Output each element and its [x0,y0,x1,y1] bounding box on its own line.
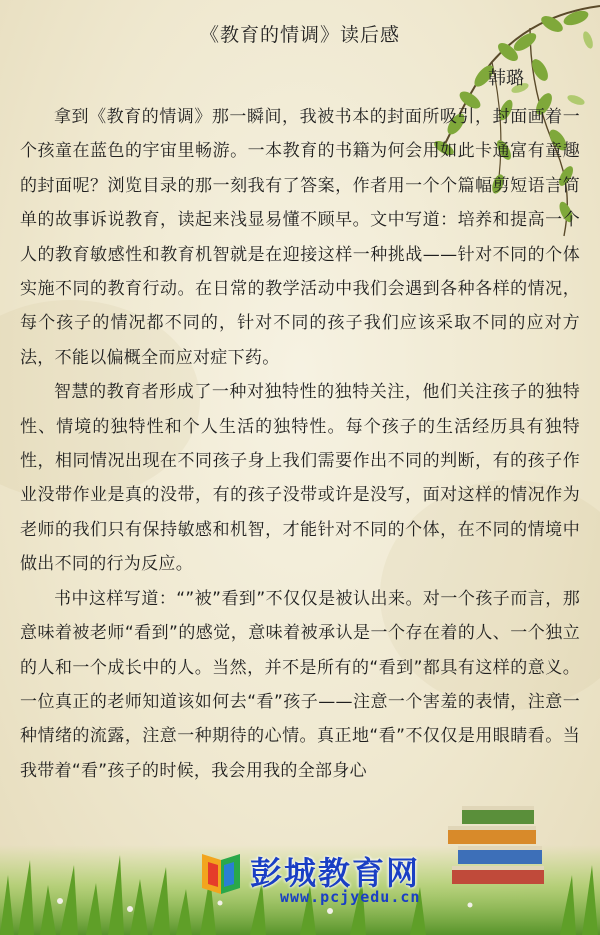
paragraph: 书中这样写道：“”被”看到”不仅仅是被认出来。对一个孩子而言，那意味着被老师“看到”的感觉，意味着被承认是一个存在着的人、一个独立的人和一个成长中的人。当然，并不是所有的“看到”都具有这样的意义。一位真正的老师知道该如何去“看”孩子——注意一个害羞的表情，注意一种情绪的流露，注意一种期待的心情。真正地“看”不仅仅是用眼睛看。当我带着“看”孩子的时候，我会用我的全部身心 [20,588,580,781]
watermark-site-name: 彭城教育网 [250,854,421,892]
watermark-site-url: www.pcjyedu.cn [280,888,421,906]
paragraph: 拿到《教育的情调》那一瞬间，我被书本的封面所吸引，封面画着一个孩童在蓝色的宇宙里畅游。一本教育的书籍为何会用如此卡通富有童趣的封面呢？浏览目录的那一刻我有了答案，作者用一个个篇幅剪短语言简单的故事诉说教育，读起来浅显易懂不顾早。文中写道：培养和提高一个人的教育敏感性和教育机智就是在迎接这样一种挑战——针对不同的个体实施不同的教育行动。在日常的教学活动中我们会遇到各种各样的情况，每个孩子的情况都不同的，针对不同的孩子我们应该采取不同的应对方法，不能以偏概全而应对症下药。 [20,107,580,368]
site-watermark [198,848,578,908]
document-body [20,100,580,788]
open-book-logo-icon [198,850,244,896]
document-title: 《教育的情调》读后感 [199,24,400,46]
paragraph: 智慧的教育者形成了一种对独特性的独特关注，他们关注孩子的独特性、情境的独特性和个人生活的独特性。每个孩子的生活经历具有独特性，相同情况出现在不同孩子身上我们需要作出不同的判断，有的孩子作业没带作业是真的没带，有的孩子没带或许是没写，面对这样的情况作为老师的我们只有保持敏感和机智，才能针对不同的个体，在不同的情境中做出不同的行为反应。 [20,382,580,575]
author-name: 韩璐 [488,68,524,89]
